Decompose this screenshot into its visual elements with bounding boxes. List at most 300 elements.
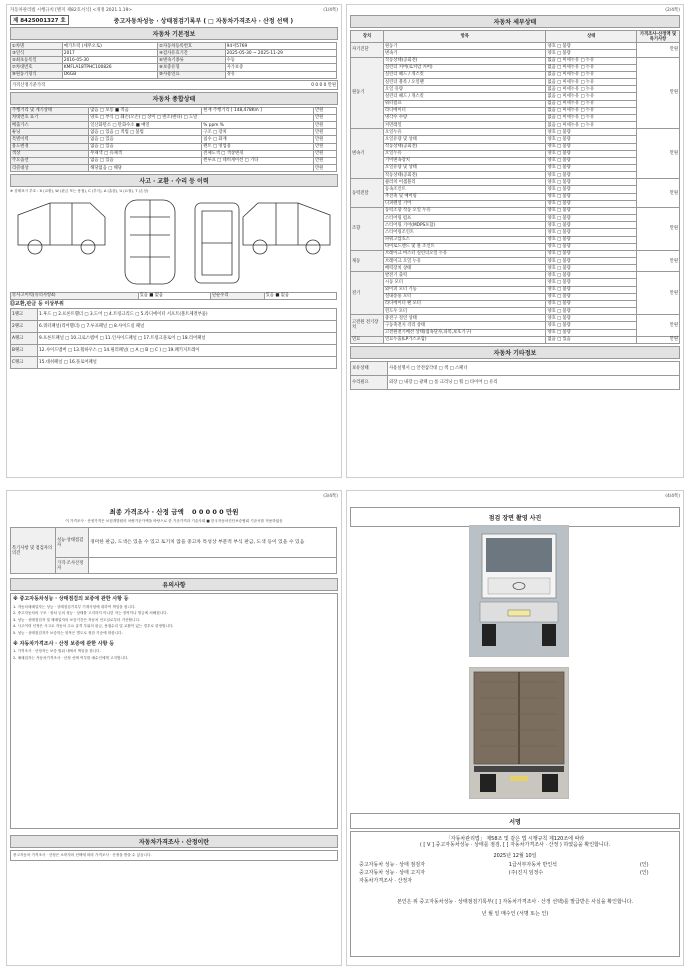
simple-repair-label: 단순수리: [210, 292, 264, 299]
detail-row: [351, 243, 680, 250]
detail-row: [351, 164, 680, 171]
detail-item: 오일누유: [384, 150, 546, 157]
price-label: 가격산정기준가격: [12, 82, 46, 88]
detail-row: [351, 93, 680, 100]
detail-item: 실내송풍 모터: [384, 293, 546, 300]
detail-item: 작동상태(공회전): [384, 57, 546, 64]
other-row: [351, 361, 680, 375]
detail-item: 라디에이터 팬 모터: [384, 300, 546, 307]
detail-state: 없음 □ 미세누유 □ 누유: [546, 79, 637, 86]
detail-item: 실린더 헤드 / 개스킷: [384, 93, 546, 100]
detail-item: 기어변속장치: [384, 157, 546, 164]
basic-value: 메가트럭 (세무오토): [62, 43, 157, 50]
page-number: (2/4쪽): [665, 8, 680, 13]
detail-row: [351, 300, 680, 307]
signer-name: [509, 878, 634, 884]
basic-value: 2017: [62, 50, 157, 57]
detail-row: [351, 322, 680, 329]
detail-group: 변속기: [351, 129, 384, 179]
detail-state: 없음 □ 미세누유 □ 누유: [546, 86, 637, 93]
detail-item: 등속조인트: [384, 186, 546, 193]
notice-title: 유의사항: [10, 578, 338, 591]
notice-box: [10, 593, 338, 829]
detail-state: 없음 □ 미세누유 □ 누유: [546, 114, 637, 121]
rank-label: A랭크: [11, 333, 38, 345]
basic-label: ⑦차대번호: [11, 64, 63, 71]
overall-value: % ppm %: [202, 122, 314, 129]
truck-rear-icon: [470, 668, 568, 798]
detail-state: 없음 □ 미세누유 □ 누유: [546, 57, 637, 64]
accident-history-value: 있음 ■ 없음: [138, 292, 210, 299]
overall-value: 전체도색 □ 색상변경: [202, 150, 314, 157]
detail-item: 작동상태(공회전): [384, 143, 546, 150]
rank-label: B랭크: [11, 345, 38, 357]
detail-state: 양호 □ 불량: [546, 329, 637, 336]
detail-row: [351, 157, 680, 164]
other-info-title: 자동차 기타정보: [350, 346, 680, 359]
detail-item: 실린더 블록 / 오일팬: [384, 79, 546, 86]
detail-group: 제동: [351, 250, 384, 271]
basic-label: ②자동차등록번호: [158, 43, 225, 50]
detail-item: 커먼레일: [384, 122, 546, 129]
detail-item: 워터펌프: [384, 100, 546, 107]
form-header: 자동차관리법 시행규칙 [별지 제82호서식] <개정 2021.1.19>: [10, 8, 133, 13]
special-notes-table: [10, 527, 337, 574]
detail-item: 배력장치 상태: [384, 265, 546, 272]
detail-row: [351, 272, 680, 279]
detail-group: 연료: [351, 336, 384, 343]
rank-row: [11, 309, 337, 321]
confirm-text: 본인은 위 중고자동차성능 · 상태점검기록부( [ ] 자동차가격조사 · 산정 선택)를 발급받은 사실을 확인합니다.: [396, 898, 634, 905]
detail-state: 양호 □ 불량: [546, 193, 637, 200]
simple-repair-value: 있음 ■ 없음: [264, 292, 336, 299]
basic-value: D6GB: [62, 71, 157, 78]
detail-row: [351, 193, 680, 200]
detail-state: 양호 □ 불량: [546, 43, 637, 50]
page-1: [6, 4, 342, 478]
detail-group: 전기: [351, 272, 384, 315]
basic-label: ①차명: [11, 43, 63, 50]
detail-state: 양호 □ 불량: [546, 164, 637, 171]
detail-state: 양호 □ 불량: [546, 300, 637, 307]
detail-state: 양호 □ 불량: [546, 150, 637, 157]
overall-amount: 만원: [314, 150, 337, 157]
detail-state: 양호 □ 불량: [546, 315, 637, 322]
detail-state: 양호 □ 불량: [546, 207, 637, 214]
page-4: [346, 490, 684, 966]
detail-state: 양호 □ 불량: [546, 50, 637, 57]
page-number: (4/4쪽): [665, 494, 680, 499]
other-value: 외장 □ 내장 □ 광택 □ 룸 크리닝 □ 휠 □ 타이어 □ 유리: [388, 375, 680, 389]
page-3: [6, 490, 342, 966]
detail-row: [351, 150, 680, 157]
detail-item: 브레이크 오일 누유: [384, 258, 546, 265]
rear-photo: [469, 667, 569, 799]
overall-row: [11, 157, 337, 164]
overall-value: 구조 □ 장치: [202, 129, 314, 136]
law-text: 「자동차관리법」 제58조 및 같은 법 시행규칙 제120조에 따라: [445, 836, 585, 842]
detail-item: 추진축 및 베어링: [384, 193, 546, 200]
detail-amount: 만원: [637, 272, 680, 315]
detail-state: 없음 □ 미세누유 □ 누유: [546, 64, 637, 71]
notice1-item: 4. 사고이력 인정은 사고로 자동차 주요 골격 부위의 판금, 용접수리 및 교환이 있는 경우로 한정합니다.: [13, 624, 174, 629]
detail-item: 작동상태(공회전): [384, 172, 546, 179]
basic-label: ④검사유효기간: [158, 50, 225, 57]
detail-row: [351, 250, 680, 257]
other-label: 보유상태: [351, 361, 388, 375]
detail-item: 클러치 어셈블리: [384, 179, 546, 186]
overall-state-table: [10, 107, 337, 172]
detail-col-header: 항목: [384, 31, 546, 43]
buyer-line: 년 월 일 매수인 (서명 또는 인): [481, 910, 549, 917]
detail-state: 양호 □ 불량: [546, 215, 637, 222]
detail-state: 양호 □ 불량: [546, 322, 637, 329]
detail-item: 타이로드엔드 및 볼 조인트: [384, 243, 546, 250]
detail-item: 오일유량 및 상태: [384, 164, 546, 171]
detail-state-title: 자동차 세부상태: [350, 15, 680, 28]
basic-value: 2025-05-30 ~ 2025-11-29: [225, 50, 336, 57]
overall-amount: 만원: [314, 136, 337, 143]
basic-value: 2016-05-30: [62, 57, 157, 64]
detail-state: 양호 □ 불량: [546, 250, 637, 257]
detail-state: 양호 □ 불량: [546, 129, 637, 136]
basic-label: ⑩사용연료: [158, 71, 225, 78]
notice2-item: 2. 매매업자는 자동차가격조사 · 산정 선택 여부를 매수인에게 고지합니다.: [13, 655, 129, 660]
detail-item: 발전기 출력: [384, 272, 546, 279]
detail-row: [351, 122, 680, 129]
law-text-2: ( [ V ] 중고자동차성능 · 상태를 점검, [ ] 자동차가격조사 · 산정 ) 하였음을 확인합니다.: [419, 842, 611, 849]
overall-state-title: 자동차 종합상태: [10, 92, 338, 105]
rank-row: [11, 333, 337, 345]
detail-row: [351, 64, 680, 71]
rank-items: 9.프론트패널 □ 10.크로스멤버 □ 11.인사이드패널 □ 17.트렁크플로어 □ 18.리어패널: [38, 333, 337, 345]
inspector-opinion: 경미한 판금, 도색은 있을 수 있고 토기치 않을 중고차 특성상 부분적 부식 판금, 도색 등이 있을 수 있음: [89, 528, 337, 558]
detail-row: [351, 222, 680, 229]
overall-value: 현재 주행거리 [ 148,478Km ]: [202, 107, 314, 114]
detail-item: 실린더 헤드 / 개스킷: [384, 71, 546, 78]
basic-row: [11, 43, 337, 50]
detail-col-header: 장치: [351, 31, 384, 43]
detail-row: [351, 329, 680, 336]
detail-state: 양호 □ 불량: [546, 136, 637, 143]
sign-row: [359, 878, 671, 884]
car-frame-icon: [195, 203, 239, 283]
overall-value: 없음 □ 있음: [89, 157, 202, 164]
detail-state: 양호 □ 불량: [546, 222, 637, 229]
detail-state: 없음 □ 있음: [546, 336, 637, 343]
footer-title: 자동차가격조사 · 산정이란: [10, 835, 338, 848]
detail-row: [351, 336, 680, 343]
detail-amount: 만원: [637, 207, 680, 250]
front-photo: [469, 525, 569, 657]
detail-item: 스티어링 펌프: [384, 215, 546, 222]
overall-label: 용도변경: [11, 143, 89, 150]
detail-row: [351, 50, 680, 57]
detail-state: 없음 □ 미세누유 □ 누유: [546, 71, 637, 78]
detail-row: [351, 286, 680, 293]
overall-amount: 만원: [314, 157, 337, 164]
signer-role: 중고자동차 성능 · 상태 고지자: [359, 870, 425, 876]
page-2: [346, 4, 684, 478]
detail-row: [351, 258, 680, 265]
detail-state: 없음 □ 미세누유 □ 누유: [546, 107, 637, 114]
final-amount-desc: 이 가격조사 · 산정가격은 보험개발원의 차량기준가액을 바탕으로 한 기준가격과 기술사회 ■ 한국자동차진단보증협회 기준서를 적용하였음: [65, 519, 283, 523]
accident-history-label: ⑪사고이력(유의사항4): [11, 292, 139, 299]
detail-item: 스티어링 기어(MDPS포함): [384, 222, 546, 229]
detail-row: [351, 293, 680, 300]
detail-row: [351, 207, 680, 214]
notice1-item: 1. 자동차매매업자는 성능 · 상태점검기록부 기재사항에 대하여 책임을 집니다.: [13, 604, 136, 609]
basic-label: ⑥변속기종류: [158, 57, 225, 64]
inspector-label: 성능·상태점검자: [56, 528, 89, 558]
overall-row: [11, 143, 337, 150]
price-value: 0 0 0 0 만원: [311, 82, 336, 88]
final-amount-value: 0 0 0 0 0 만원: [192, 508, 239, 516]
detail-amount: 만원: [637, 57, 680, 129]
detail-amount: 만원: [637, 336, 680, 343]
detail-state: 양호 □ 불량: [546, 179, 637, 186]
detail-group: 고전원 전기장치: [351, 315, 384, 336]
overall-amount: 만원: [314, 107, 337, 114]
detail-item: 오일유량 및 상태: [384, 136, 546, 143]
detail-item: 브레이크 마스터 실린더오일 누유: [384, 250, 546, 257]
notice2-item: 1. 가격조사 · 산정자는 보증 범위 내에서 책임을 집니다.: [13, 649, 101, 654]
overall-value: 없음 □ 있음: [89, 143, 202, 150]
overall-value: 해당없음 □ 해당: [89, 165, 314, 172]
basic-value: KMFLA18TPHC100826: [62, 64, 157, 71]
overall-value: 무채색 □ 유채색: [89, 150, 202, 157]
overall-row: [11, 165, 337, 172]
basic-label: ⑧보증유형: [158, 64, 225, 71]
rank-label: 2랭크: [11, 321, 38, 333]
detail-state: 양호 □ 불량: [546, 229, 637, 236]
signer-role: 중고자동차 성능 · 상태 점검자: [359, 861, 425, 868]
detail-item: 구동축전지 격리 상태: [384, 322, 546, 329]
parts-section-label: ⑫교환,판금 등 이상부위: [10, 300, 64, 307]
detail-item: 오일 유량: [384, 86, 546, 93]
overall-amount: 만원: [314, 129, 337, 136]
signer-seal: [640, 878, 671, 884]
detail-amount: 만원: [637, 179, 680, 208]
detail-item: 파워고압호스: [384, 236, 546, 243]
overall-row: [11, 136, 337, 143]
overall-label: 리콜대상: [11, 165, 89, 172]
rank-label: C랭크: [11, 357, 38, 369]
accident-title: 사고 · 교환 · 수리 등 이력: [10, 174, 338, 187]
other-info-table: [350, 361, 680, 390]
detail-state: 양호 □ 불량: [546, 293, 637, 300]
detail-row: [351, 100, 680, 107]
page-title: 중고자동차성능 · 상태점검기록부 ( □ 자동차가격조사 · 산정 선택 ): [113, 17, 294, 25]
detail-col-header: 가격조사·산정액 및 특기사항: [637, 31, 680, 43]
notice2-head: ※ 자동차가격조사 · 산정 보증에 관한 사항 등: [13, 641, 115, 648]
detail-row: [351, 86, 680, 93]
detail-row: [351, 200, 680, 207]
rank-row: [11, 321, 337, 333]
overall-row: [11, 122, 337, 129]
rank-label: 1랭크: [11, 309, 38, 321]
basic-row: [11, 71, 337, 78]
other-row: [351, 375, 680, 389]
detail-item: 윈도우 모터: [384, 308, 546, 315]
overall-label: 튜닝: [11, 129, 89, 136]
sign-row: [359, 862, 671, 868]
detail-row: [351, 107, 680, 114]
detail-row: [351, 57, 680, 64]
other-label: 수리필요: [351, 375, 388, 389]
truck-front-icon: [470, 526, 568, 656]
detail-row: [351, 71, 680, 78]
basic-label: ③연식: [11, 50, 63, 57]
basic-label: ⑤최초등록일: [11, 57, 63, 64]
basic-value: 94저5769: [225, 43, 336, 50]
detail-state: 양호 □ 불량: [546, 265, 637, 272]
overall-amount: 만원: [314, 143, 337, 150]
detail-item: 라디에이터: [384, 107, 546, 114]
overall-row: [11, 114, 337, 121]
signer-name: 1급서부자동차 반인석: [508, 861, 558, 868]
accident-summary-table: [10, 292, 337, 300]
sign-section-title: 서명: [350, 813, 680, 829]
detail-row: [351, 308, 680, 315]
detail-item: 스티어링조인트: [384, 229, 546, 236]
detail-row: [351, 136, 680, 143]
rank-row: [11, 345, 337, 357]
car-side-left-icon: [18, 203, 105, 254]
detail-state: 양호 □ 불량: [546, 172, 637, 179]
rank-items: 6.쿼터패널(리어휀더) □ 7.루프패널 □ 8.사이드실 패널: [38, 321, 337, 333]
page-number: (1/4쪽): [323, 8, 338, 13]
detail-state: 양호 □ 불량: [546, 157, 637, 164]
detail-amount: 만원: [637, 43, 680, 57]
detail-item: 고전원전기배선 상태(접속단자,피복,보호기구): [384, 329, 546, 336]
detail-row: [351, 186, 680, 193]
detail-state: 양호 □ 불량: [546, 272, 637, 279]
detail-item: 실린더 커버(로커암 커버): [384, 64, 546, 71]
detail-row: [351, 114, 680, 121]
overall-label: 주행거리 및 계기상태: [11, 107, 89, 114]
detail-state-table: [350, 30, 680, 344]
sign-row: [359, 870, 671, 876]
detail-state: 양호 □ 불량: [546, 236, 637, 243]
overall-label: 배출가스: [11, 122, 89, 129]
detail-row: [351, 236, 680, 243]
detail-row: [351, 265, 680, 272]
signer-name: (주)진지 임정수: [508, 870, 544, 876]
overall-value: 렌트 □ 영업용: [202, 143, 314, 150]
page-number: (3/4쪽): [323, 494, 338, 499]
detail-row: [351, 79, 680, 86]
detail-item: 동력조향 작동 오일 누유: [384, 207, 546, 214]
overall-value: 양호 □ 부식 □ 훼손(오손) □ 상이 □ 변조(변타) □ 도말: [89, 114, 314, 121]
detail-row: [351, 215, 680, 222]
overall-value: 없음 □ 있음 □ 적법 □ 불법: [89, 129, 202, 136]
rank-table: [10, 308, 337, 369]
detail-state: 양호 □ 불량: [546, 200, 637, 207]
detail-amount: 만원: [637, 250, 680, 271]
basic-row: [11, 64, 337, 71]
overall-row: [11, 129, 337, 136]
rank-row: [11, 357, 337, 369]
detail-item: 와이퍼 모터 기능: [384, 286, 546, 293]
notice1-item: 5. 성능 · 상태점검자가 보증하는 항목은 별도로 정한 기준에 따릅니다.: [13, 630, 123, 635]
overall-value: 없음 □ 있음: [89, 136, 202, 143]
overall-label: 특별이력: [11, 136, 89, 143]
sign-date: 2025년 12월 10일: [493, 852, 537, 859]
overall-value: 많음 □ 보통 ■ 적음: [89, 107, 202, 114]
car-top-icon: [125, 200, 175, 284]
car-side-right-icon: [243, 203, 330, 254]
basic-row: [11, 57, 337, 64]
appraiser-label: 가격·조사산정자: [56, 558, 89, 574]
overall-label: 차대번호 표기: [11, 114, 89, 121]
overall-value: 일산화탄소 □ 탄화수소 ■ 매연: [89, 122, 202, 129]
notice1-item: 2. 중고자동차의 구조 · 장치 등의 성능 · 상태를 고지하지 아니한 자는 징역이나 벌금에 처해집니다.: [13, 611, 168, 616]
detail-state: 양호 □ 불량: [546, 286, 637, 293]
detail-item: 오일누유: [384, 129, 546, 136]
signer-seal: (인): [639, 870, 649, 876]
detail-row: [351, 229, 680, 236]
vehicle-diagram: [10, 195, 338, 287]
overall-label: 주요옵션: [11, 157, 89, 164]
document-number: 제 8425001327 호: [10, 15, 69, 25]
detail-item: 원동기: [384, 43, 546, 50]
sign-box: [350, 831, 680, 957]
detail-item: 시동 모터: [384, 279, 546, 286]
overall-value: 침수 □ 화재: [202, 136, 314, 143]
detail-state: 양호 □ 불량: [546, 308, 637, 315]
detail-group: 동력전달: [351, 179, 384, 208]
overall-row: [11, 150, 337, 157]
detail-state: 없음 □ 미세누유 □ 누유: [546, 122, 637, 129]
detail-amount: 만원: [637, 129, 680, 179]
detail-group: 자기진단: [351, 43, 384, 57]
signer-role: 자동차가격조사 · 산정자: [359, 878, 413, 885]
detail-col-header: 상태: [546, 31, 637, 43]
detail-state: 양호 □ 불량: [546, 258, 637, 265]
basic-info-title: 자동차 기본정보: [10, 27, 338, 40]
rank-items: 1.후드 □ 2.프론트휀더 □ 3.도어 □ 4.트렁크리드 □ 5.라디에이터 서포트(볼트체결부품): [38, 309, 337, 321]
overall-value: 썬루프 □ 네비게이션 □ 기타: [202, 157, 314, 164]
detail-item: 냉각수 수량: [384, 114, 546, 121]
detail-amount: 만원: [637, 315, 680, 336]
detail-row: [351, 143, 680, 150]
detail-row: [351, 172, 680, 179]
detail-item: 디퍼렌셜 기어: [384, 200, 546, 207]
detail-row: [351, 315, 680, 322]
detail-row: [351, 279, 680, 286]
other-value: 사용설명서 □ 안전삼각대 □ 잭 □ 스패너: [388, 361, 680, 375]
accident-legend: ※ 상태표시 부호 : X (교환), W (판금 또는 용접), C (부식), A (흠집), U (요철), T (손상): [10, 189, 149, 194]
rank-items: 15.대쉬패널 □ 16.플로어패널: [38, 357, 337, 369]
detail-state: 양호 □ 불량: [546, 243, 637, 250]
detail-group: 원동기: [351, 57, 384, 129]
signer-seal: (인): [639, 861, 649, 868]
detail-state: 없음 □ 미세누유 □ 누유: [546, 93, 637, 100]
detail-item: 충전구 절연 상태: [384, 315, 546, 322]
basic-info-table: [10, 42, 337, 79]
detail-state: 없음 □ 미세누유 □ 누유: [546, 100, 637, 107]
basic-value: 자가보증: [225, 64, 336, 71]
detail-row: [351, 129, 680, 136]
detail-item: 변속기: [384, 50, 546, 57]
detail-state: 양호 □ 불량: [546, 279, 637, 286]
notice1-head: ※ 중고자동차성능 · 상태점검의 보증에 관한 사항 등: [13, 596, 129, 603]
final-amount-title: 최종 가격조사 · 산정 금액: [109, 508, 184, 516]
basic-label: ⑨원동기형식: [11, 71, 63, 78]
special-notes-label: 특기사항 및 점검자의 의견: [11, 528, 56, 574]
basic-value: 수동: [225, 57, 336, 64]
